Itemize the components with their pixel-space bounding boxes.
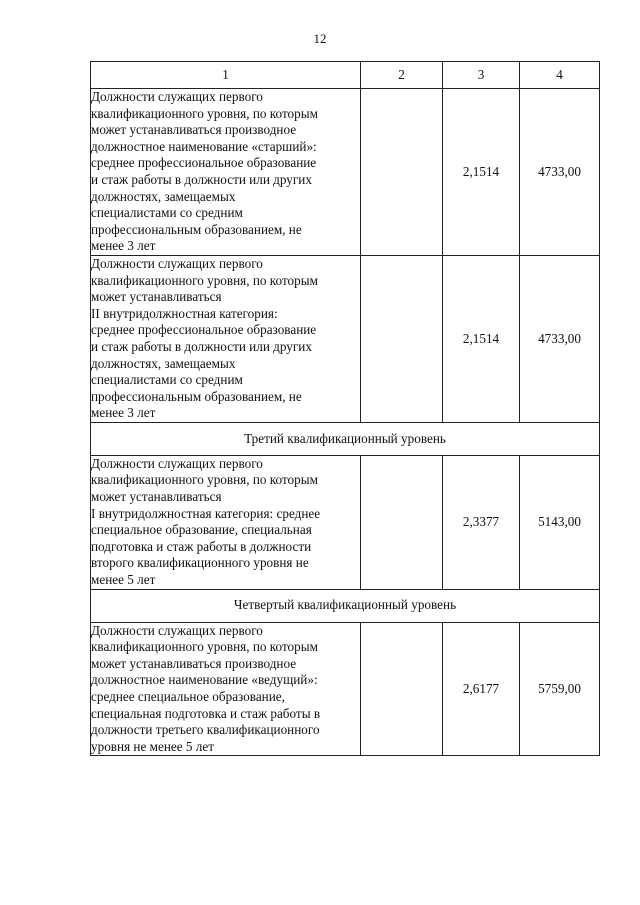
section-header-row: [91, 422, 600, 455]
description-line: II внутридолжностная категория:: [91, 305, 278, 321]
description-line: Должности служащих первого: [91, 622, 263, 638]
column-2-cell: [361, 255, 443, 422]
coefficient-cell: 2,1514: [443, 255, 520, 422]
salary-cell: 4733,00: [520, 89, 600, 256]
description-line: должности третьего квалификационного: [91, 722, 320, 738]
section-title: Четвертый квалификационный уровень: [91, 589, 600, 622]
description-line: квалификационного уровня, по которым: [91, 472, 318, 488]
column-2-cell: [361, 622, 443, 756]
description-line: второго квалификационного уровня не: [91, 555, 309, 571]
description-line: подготовка и стаж работы в должности: [91, 538, 312, 554]
coefficient-cell: 2,6177: [443, 622, 520, 756]
column-header-1: 1: [91, 62, 361, 89]
description-line: может устанавливаться производное: [91, 122, 297, 138]
description-line: среднее профессиональное образование: [91, 155, 317, 171]
description-line: Должности служащих первого: [91, 455, 263, 471]
description-line: должностях, замещаемых: [91, 355, 236, 371]
description-line: специалистами со средним: [91, 205, 243, 221]
table-row: [91, 89, 600, 256]
description-line: может устанавливаться производное: [91, 655, 297, 671]
description-line: и стаж работы в должности или других: [91, 338, 312, 354]
table-row: [91, 455, 600, 589]
page-number: 12: [313, 31, 327, 46]
column-2-cell: [361, 455, 443, 589]
column-header-4: 4: [520, 62, 600, 89]
column-header-2: 2: [361, 62, 443, 89]
description-line: квалификационного уровня, по которым: [91, 639, 318, 655]
description-line: Должности служащих первого: [91, 89, 263, 104]
salary-table: [90, 61, 600, 756]
description-line: должностное наименование «старший»:: [91, 138, 317, 154]
description-line: может устанавливаться: [91, 489, 222, 505]
salary-cell: 5143,00: [520, 455, 600, 589]
section-title: Третий квалификационный уровень: [91, 422, 600, 455]
description-line: менее 3 лет: [91, 405, 156, 421]
description-line: специальное образование, специальная: [91, 522, 312, 538]
description-line: квалификационного уровня, по которым: [91, 272, 318, 288]
description-line: Должности служащих первого: [91, 255, 263, 271]
column-header-3: 3: [443, 62, 520, 89]
description-line: квалификационного уровня, по которым: [91, 105, 318, 121]
table-body: [91, 62, 600, 756]
table-row: [91, 622, 600, 756]
table-header-row: [91, 62, 600, 89]
description-line: может устанавливаться: [91, 289, 222, 305]
coefficient-cell: 2,1514: [443, 89, 520, 256]
description-line: специалистами со средним: [91, 372, 243, 388]
description-line: уровня не менее 5 лет: [91, 738, 214, 754]
salary-cell: 5759,00: [520, 622, 600, 756]
coefficient-cell: 2,3377: [443, 455, 520, 589]
position-description: [91, 622, 361, 756]
position-description: [91, 255, 361, 422]
position-description: [91, 455, 361, 589]
table-row: [91, 255, 600, 422]
description-line: и стаж работы в должности или других: [91, 171, 312, 187]
description-line: специальная подготовка и стаж работы в: [91, 705, 321, 721]
description-line: должностное наименование «ведущий»:: [91, 672, 318, 688]
section-header-row: [91, 589, 600, 622]
column-2-cell: [361, 89, 443, 256]
description-line: I внутридолжностная категория: среднее: [91, 505, 321, 521]
salary-cell: 4733,00: [520, 255, 600, 422]
description-line: должностях, замещаемых: [91, 188, 236, 204]
description-line: профессиональным образованием, не: [91, 388, 302, 404]
description-line: среднее профессиональное образование: [91, 322, 317, 338]
description-line: среднее специальное образование,: [91, 689, 285, 704]
description-line: менее 3 лет: [91, 238, 156, 254]
description-line: профессиональным образованием, не: [91, 221, 302, 237]
position-description: [91, 89, 361, 256]
description-line: менее 5 лет: [91, 572, 156, 588]
